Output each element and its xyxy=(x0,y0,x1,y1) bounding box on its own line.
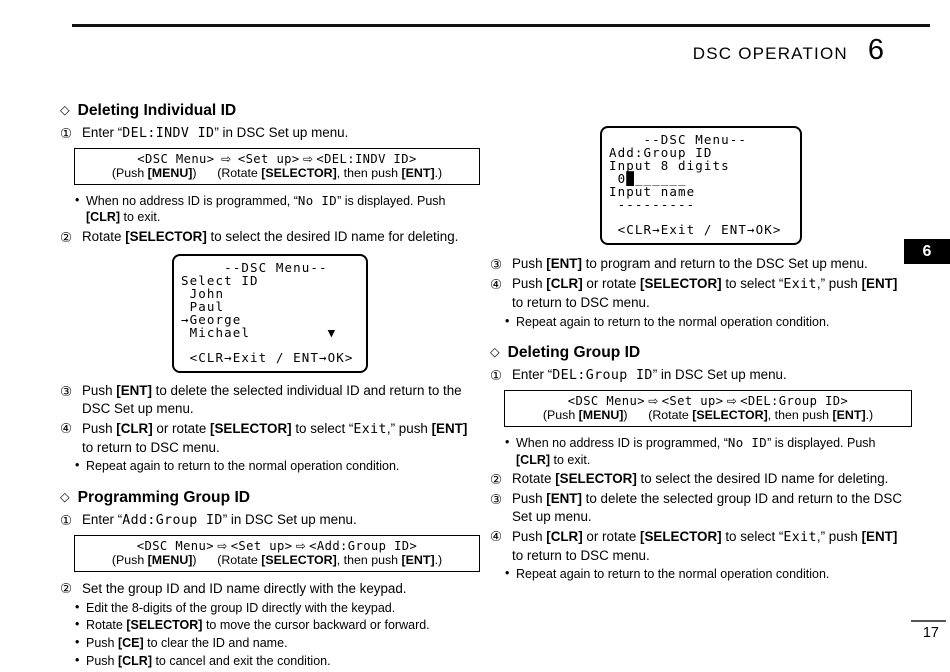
note-text: Push [CLR] to cancel and exit the condition. xyxy=(86,653,331,668)
diamond-icon: ◇ xyxy=(60,490,70,505)
step-number: ③ xyxy=(60,383,73,399)
chapter-number: 6 xyxy=(867,34,884,66)
step-number: ③ xyxy=(490,256,503,272)
step-4 xyxy=(60,420,480,456)
note-push-ce xyxy=(75,635,480,652)
note-text: Repeat again to return to the normal operation condition. xyxy=(516,314,830,329)
note-rotate-selector xyxy=(75,617,480,634)
diamond-icon: ◇ xyxy=(490,345,500,360)
step-text: Push [ENT] to delete the selected group ID and return to the DSC Set up menu. xyxy=(512,491,903,525)
step-number: ② xyxy=(490,471,503,487)
menu-path-box xyxy=(74,148,480,185)
step-1 xyxy=(60,511,480,530)
step-4 xyxy=(490,528,912,564)
section-heading-programming-group-id xyxy=(60,489,480,507)
right-column xyxy=(490,100,912,584)
bullet-icon: • xyxy=(505,566,510,581)
note-no-id xyxy=(75,193,480,227)
chapter-side-tab: 6 xyxy=(904,239,950,264)
menu-path-keys: (Push [MENU]) (Rotate [SELECTOR], then push [ENT].) xyxy=(111,552,443,567)
menu-path-line: <DSC Menu> ⇨ <Set up> ⇨ <DEL:Group ID> xyxy=(567,393,849,408)
step-number: ① xyxy=(60,125,73,141)
step-number: ② xyxy=(60,581,73,597)
step-2 xyxy=(490,470,912,488)
note-no-id xyxy=(505,435,912,469)
step-text: Enter “Add:Group ID” in DSC Set up menu. xyxy=(82,512,357,529)
header-rule xyxy=(72,24,930,27)
note-repeat xyxy=(505,566,912,583)
step-text: Enter “DEL:INDV ID” in DSC Set up menu. xyxy=(82,125,349,141)
step-3 xyxy=(490,490,912,526)
note-text: Edit the 8-digits of the group ID directly with the keypad. xyxy=(86,600,396,615)
step-text: Push [ENT] to program and return to the DSC Set up menu. xyxy=(512,256,868,272)
step-1 xyxy=(490,366,912,385)
step-number: ① xyxy=(490,367,503,383)
bullet-icon: • xyxy=(75,192,80,207)
diamond-icon: ◇ xyxy=(60,103,70,117)
bullet-icon: • xyxy=(505,434,510,449)
note-text: Repeat again to return to the normal operation condition. xyxy=(86,459,400,474)
step-number: ③ xyxy=(490,491,503,507)
section-heading-deleting-group-id xyxy=(490,344,912,362)
step-text: Enter “DEL:Group ID” in DSC Set up menu. xyxy=(512,367,787,384)
note-text: When no address ID is programmed, “No ID” is displayed. Push [CLR] to exit. xyxy=(516,435,876,467)
bullet-icon: • xyxy=(75,652,80,667)
bullet-icon: • xyxy=(75,635,80,650)
step-text: Push [CLR] or rotate [SELECTOR] to select “Exit,” push [ENT] to return to DSC menu. xyxy=(82,420,468,455)
section-heading-deleting-individual-id xyxy=(60,102,480,120)
step-text: Push [CLR] or rotate [SELECTOR] to select “Exit,” push [ENT] to return to DSC menu. xyxy=(512,528,898,563)
menu-path-keys: (Push [MENU]) (Rotate [SELECTOR], then push [ENT].) xyxy=(111,165,443,180)
step-number: ④ xyxy=(490,276,503,292)
bullet-icon: • xyxy=(505,313,510,328)
note-repeat xyxy=(505,314,912,331)
step-text: Push [CLR] or rotate [SELECTOR] to select “Exit,” push [ENT] to return to DSC menu. xyxy=(512,276,898,310)
step-text: Push [ENT] to delete the selected individual ID and return to the DSC Set up menu. xyxy=(82,383,462,417)
step-number: ④ xyxy=(490,529,503,545)
left-column xyxy=(60,100,480,671)
menu-path-line: <DSC Menu> ⇨ <Set up> ⇨ <Add:Group ID> xyxy=(136,538,418,553)
page-number: 17 xyxy=(922,625,939,641)
note-push-clr xyxy=(75,653,480,670)
section-heading-label: Programming Group ID xyxy=(77,489,251,507)
step-3 xyxy=(490,255,912,273)
step-3 xyxy=(60,382,480,418)
bullet-icon: • xyxy=(75,617,80,632)
menu-path-line: <DSC Menu> ⇨ <Set up> ⇨ <DEL:INDV ID> xyxy=(137,151,417,166)
step-text: Set the group ID and ID name directly with the keypad. xyxy=(82,580,407,596)
note-text: When no address ID is programmed, “No ID” is displayed. Push [CLR] to exit. xyxy=(86,193,446,225)
step-number: ④ xyxy=(60,421,73,437)
menu-path-box xyxy=(504,390,912,427)
section-heading-label: Deleting Group ID xyxy=(507,344,641,362)
bullet-icon: • xyxy=(75,599,80,614)
note-text: Push [CE] to clear the ID and name. xyxy=(86,636,288,651)
lcd-screen-add-group-id: --DSC Menu-- Add:Group ID Input 8 digits 0█______ Input name --------- <CLR→Exit / ENT→OK> xyxy=(600,126,802,245)
step-4 xyxy=(490,275,912,311)
note-edit-digits xyxy=(75,600,480,617)
step-1 xyxy=(60,124,480,143)
section-heading-label: Deleting Individual ID xyxy=(77,102,237,119)
menu-path-keys: (Push [MENU]) (Rotate [SELECTOR], then push [ENT].) xyxy=(542,407,874,422)
step-text: Rotate [SELECTOR] to select the desired ID name for deleting. xyxy=(82,229,459,245)
note-repeat xyxy=(75,458,480,475)
page-header xyxy=(693,34,884,67)
note-text: Rotate [SELECTOR] to move the cursor backward or forward. xyxy=(86,618,430,633)
step-number: ① xyxy=(60,512,73,528)
step-2 xyxy=(60,228,480,246)
step-number: ② xyxy=(60,229,73,245)
step-text: Rotate [SELECTOR] to select the desired ID name for deleting. xyxy=(512,471,889,487)
lcd-screen-select-id: --DSC Menu-- Select ID John Paul →George Michael ▼ <CLR→Exit / ENT→OK> xyxy=(172,254,368,373)
menu-path-box xyxy=(74,535,480,572)
footer-rule xyxy=(911,620,946,622)
step-2 xyxy=(60,580,480,598)
bullet-icon: • xyxy=(75,458,80,473)
note-text: Repeat again to return to the normal operation condition. xyxy=(516,567,830,582)
chapter-title: DSC OPERATION xyxy=(692,44,848,63)
